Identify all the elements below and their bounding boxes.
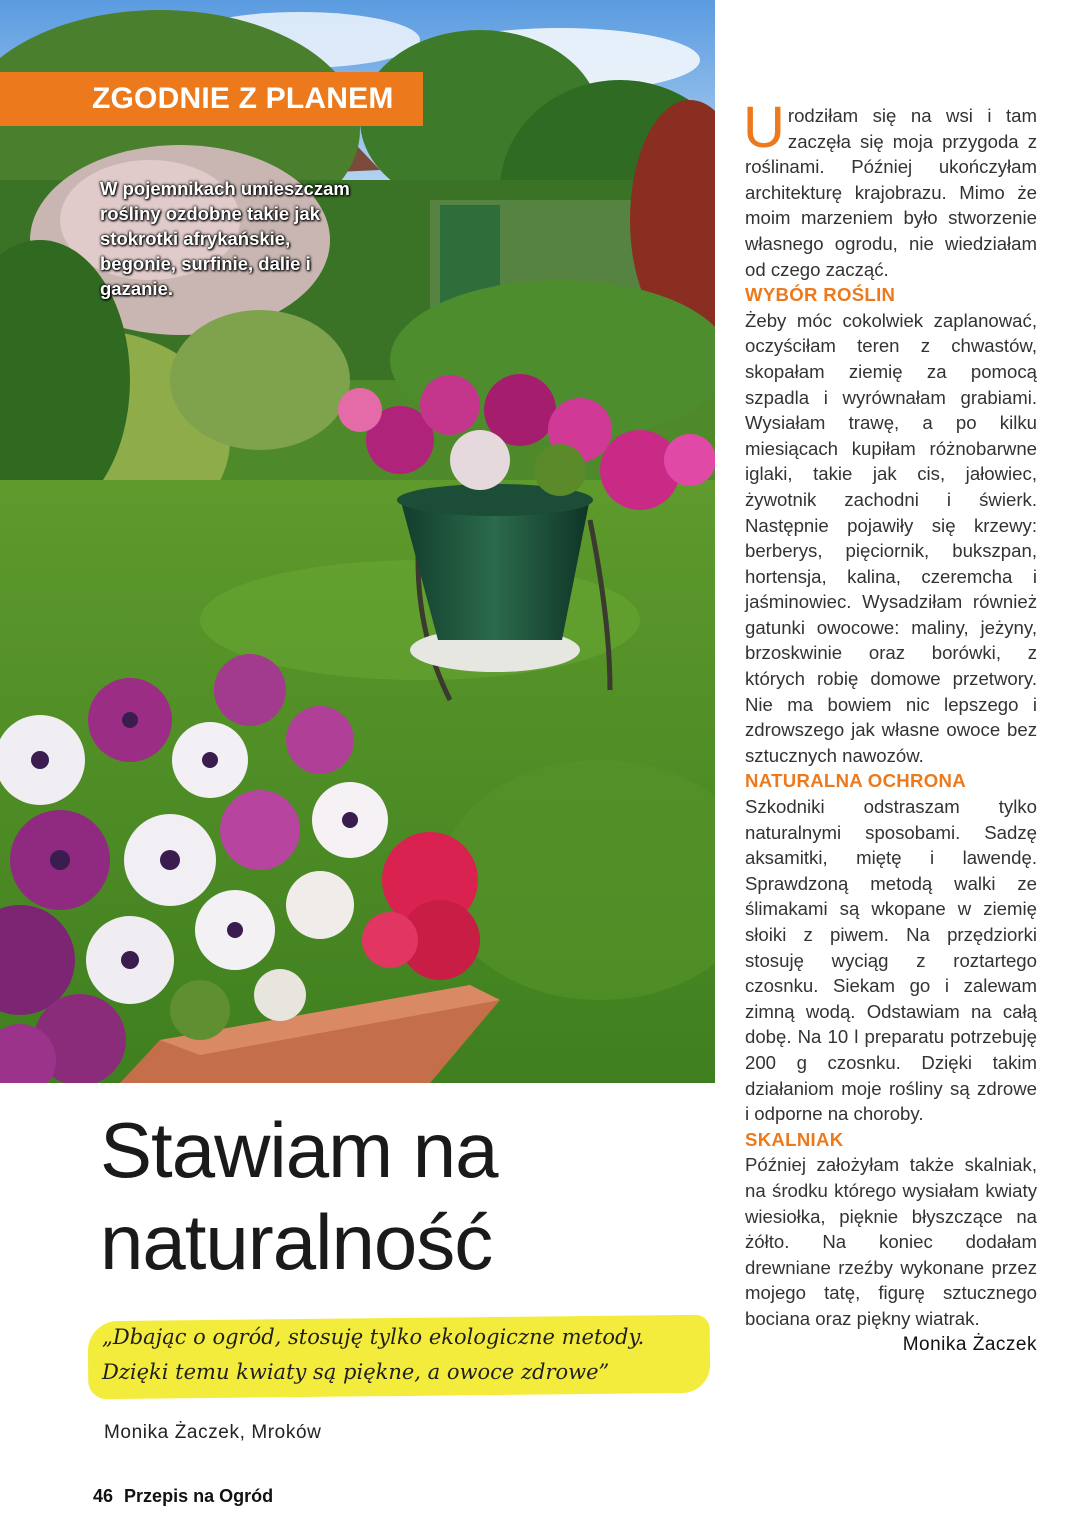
quote-line-2: Dzięki temu kwiaty są piękne, a owoce zdrowe” bbox=[102, 1360, 610, 1384]
page-number: 46 bbox=[93, 1486, 114, 1506]
section-body-naturalna-ochrona: Szkodniki odstraszam tylko naturalnymi sposobami. Sadzę aksamitki, miętę i lawendę. Sprawdzoną metodą walki ze ślimakami są wkopane w ziemię słoiki z piwem. Na przędziorki stosuję wyciąg z roztartego czosnku. Siekam go i zalewam zimną wodą. Odstawiam na całą dobę. Na 10 l preparatu potrzebuję 200 g czosnku. Dzięki takim działaniom moje rośliny są zdrowe i odporne na choroby. bbox=[745, 796, 1037, 1125]
section-body-wybor-roslin: Żeby móc cokolwiek zaplanować, oczyściłam teren z chwastów, skopałam ziemię za pomocą szpadla i wyrównałam grabiami. Wysiałam trawę, a po kilku miesiącach kupiłam różnobarwne iglaki, takie jak cis, jałowiec, żywotnik zachodni i świerk. Następnie pojawiły się krzewy: berberys, pięciornik, bukszpan, hortensja, kalina, czeremcha i jaśminowiec. Wysadziłam również gatunki owocowe: maliny, jeżyny, brzoskwinie oraz borówki, z których robię domowe przetwory. Nie ma bowiem nic lepszego i zdrowszego jak własne owoce bez sztucznych nawozów. bbox=[745, 309, 1037, 766]
section-body-skalniak: Później założyłam także skalniak, na środku którego wysiałam kwiaty wiesiołka, pięknie błyszczące na żółto. Na koniec dodałam drewniane rzeźby wykonane przez mojego tatę, figurę sztucznego bociana oraz piękny wiatrak. bbox=[745, 1154, 1037, 1329]
photo-caption: W pojemnikach umieszczam rośliny ozdobne takie jak stokrotki afrykańskie, begonie, surfinie, dalie i gazanie. bbox=[100, 178, 350, 299]
article-column bbox=[743, 95, 1037, 1357]
subheading-naturalna-ochrona: NATURALNA OCHRONA bbox=[745, 770, 966, 792]
quote-line-1: „Dbając o ogród, stosuję tylko ekologiczne metody. bbox=[102, 1325, 645, 1349]
headline-line-1: Stawiam na bbox=[100, 1106, 498, 1194]
drop-cap: U bbox=[743, 95, 785, 160]
author-line: Monika Żaczek, Mroków bbox=[104, 1422, 322, 1443]
subheading-skalniak: SKALNIAK bbox=[745, 1128, 844, 1150]
garden-photo bbox=[0, 0, 715, 1083]
page-footer bbox=[93, 1486, 273, 1507]
quote-text bbox=[102, 1320, 702, 1390]
article-headline bbox=[100, 1104, 700, 1288]
article-intro bbox=[743, 95, 1037, 282]
magazine-name: Przepis na Ogród bbox=[124, 1486, 274, 1506]
headline-line-2: naturalność bbox=[100, 1198, 493, 1286]
garden-photo-illustration bbox=[0, 0, 715, 1083]
article-signature: Monika Żaczek bbox=[902, 1333, 1037, 1355]
subheading-wybor-roslin: WYBÓR ROŚLIN bbox=[745, 284, 896, 306]
pull-quote bbox=[88, 1318, 710, 1396]
intro-text: rodziłam się na wsi i tam zaczęła się moja przygoda z roślinami. Później ukończyłam architekturę krajobrazu. Mimo że moim marzeniem było stworzenie własnego ogrodu, nie wiedziałam od czego zacząć. bbox=[745, 105, 1037, 280]
section-tag: ZGODNIE Z PLANEM bbox=[0, 72, 423, 126]
